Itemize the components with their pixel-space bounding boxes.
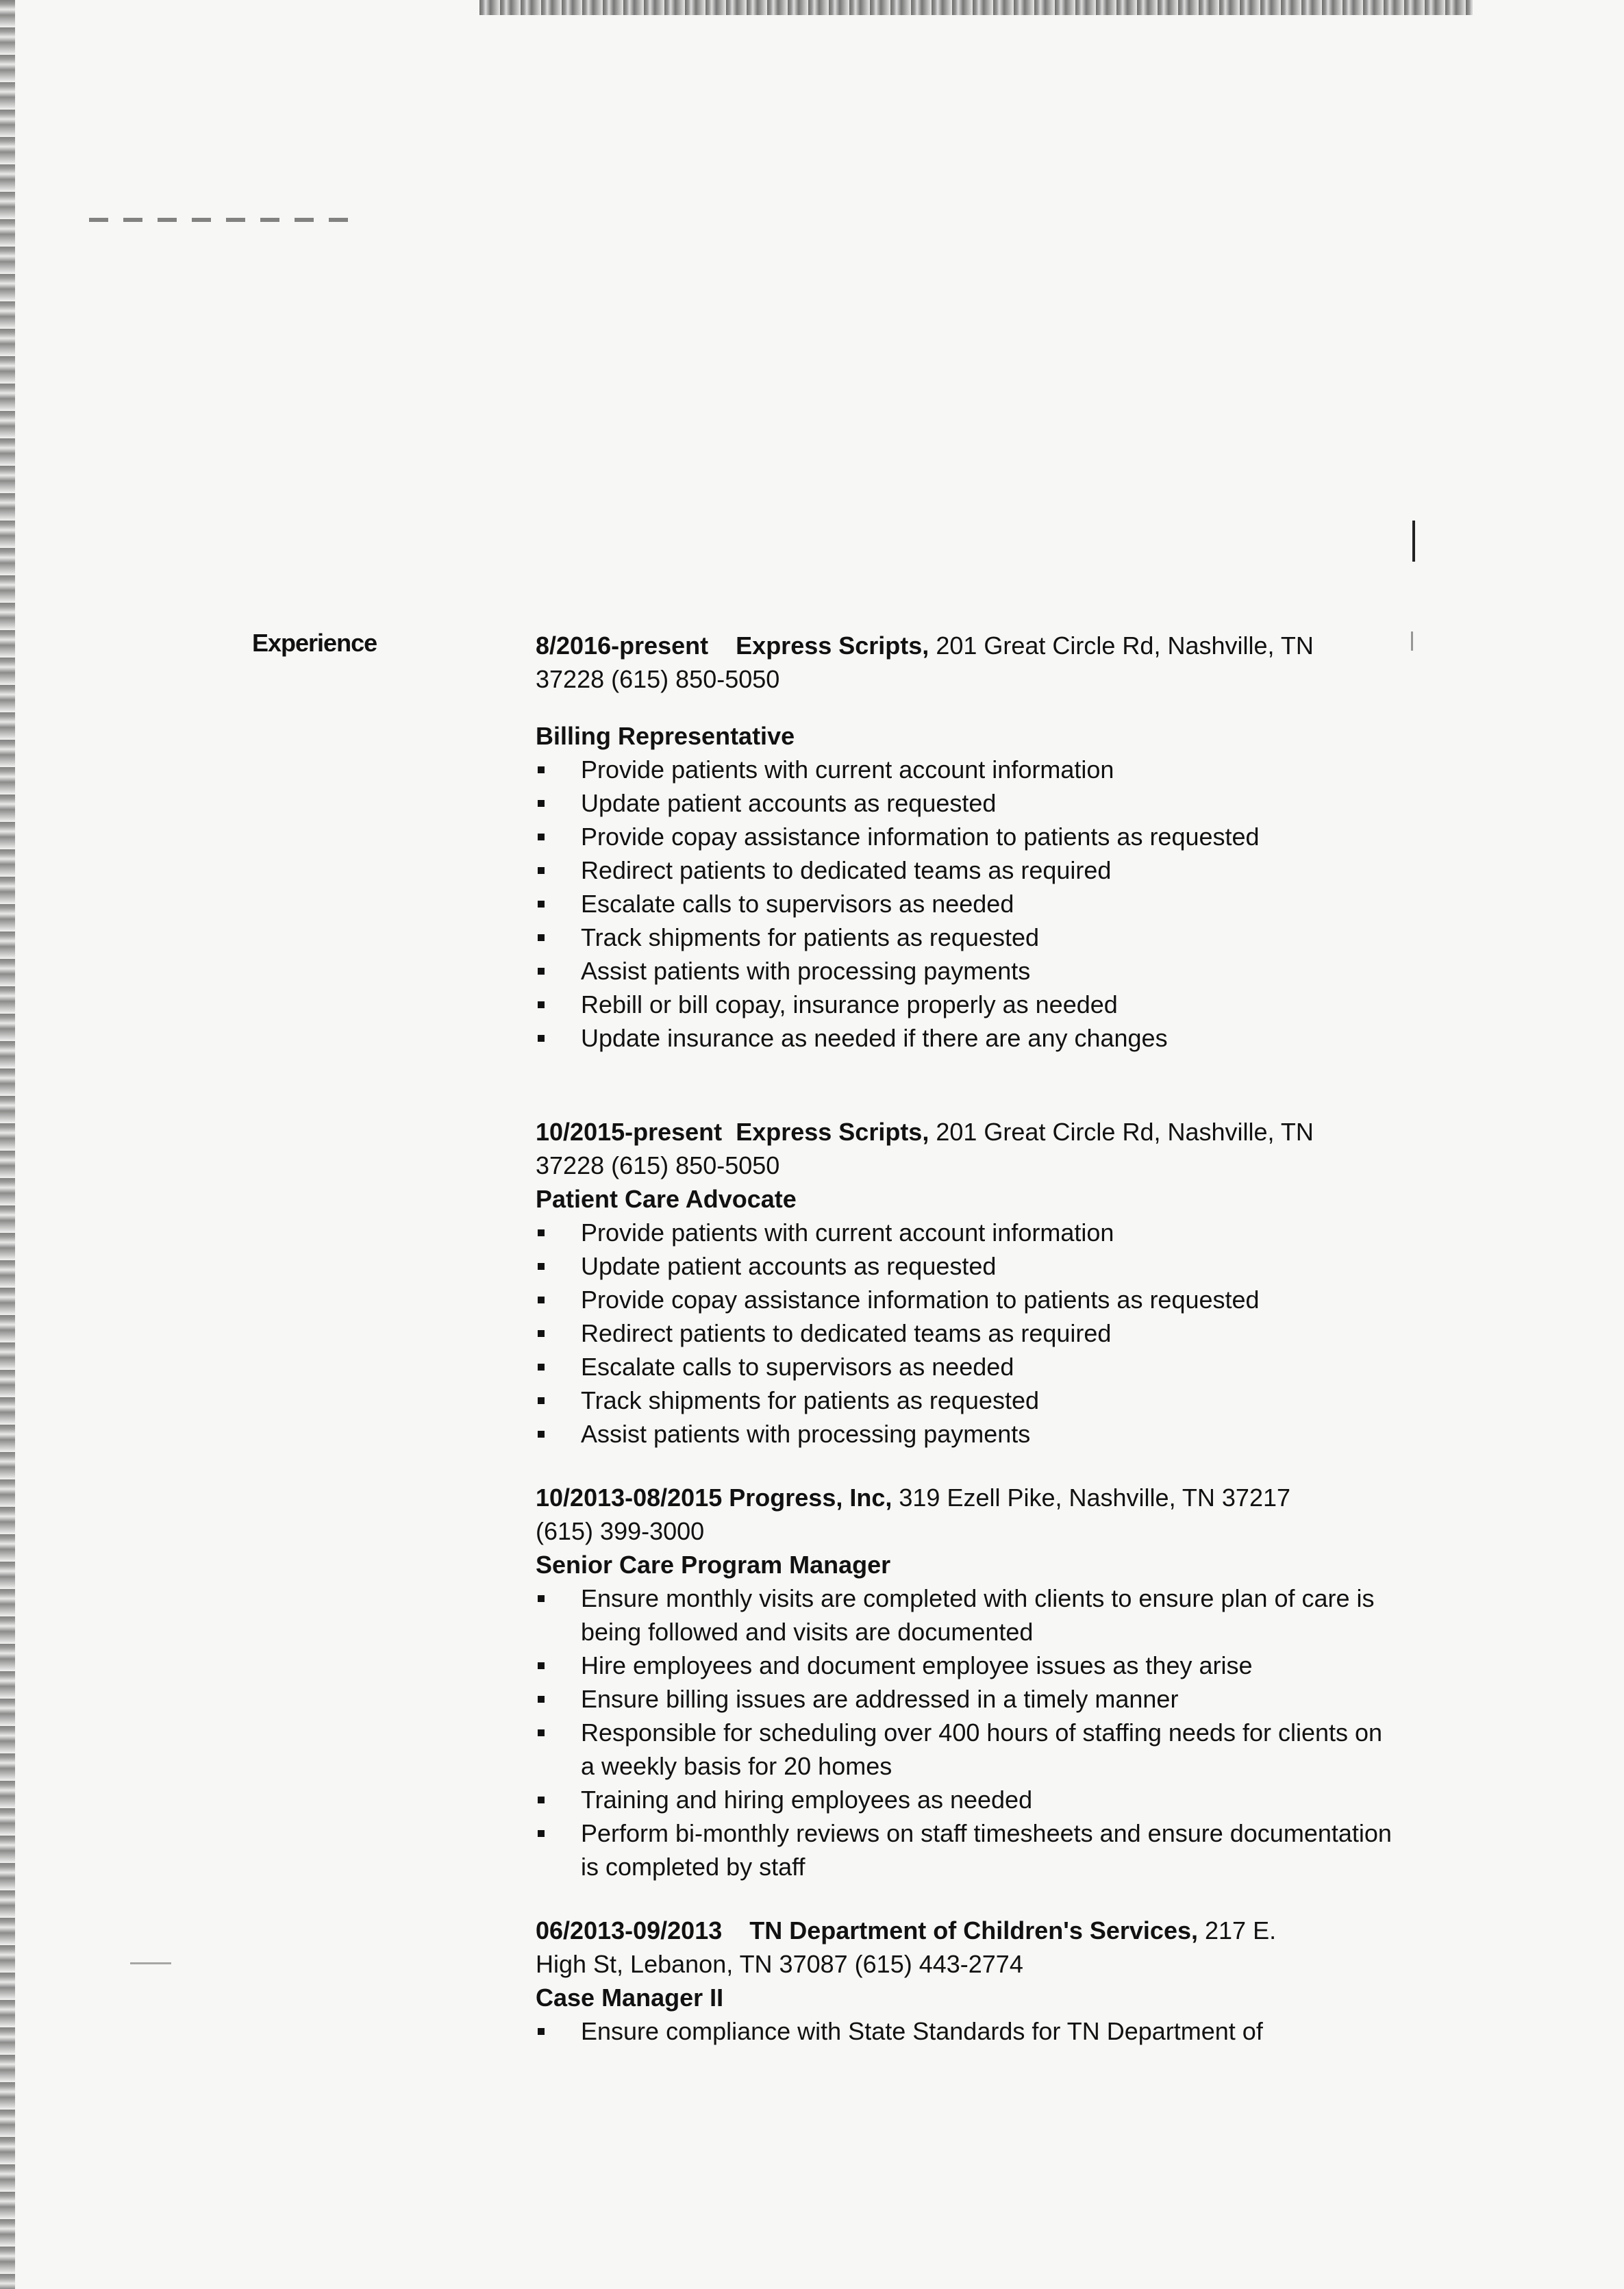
duty-item: Update patient accounts as requested — [536, 786, 1399, 820]
duty-item: Hire employees and document employee issues as they arise — [536, 1649, 1399, 1682]
duty-item: Update insurance as needed if there are any changes — [536, 1021, 1399, 1055]
job-entry — [536, 629, 1399, 1055]
job-title: Senior Care Program Manager — [536, 1551, 891, 1579]
duty-item: Provide patients with current account information — [536, 753, 1399, 786]
duty-item: Rebill or bill copay, insurance properly as needed — [536, 988, 1399, 1021]
job-dates: 06/2013-09/2013 — [536, 1916, 723, 1944]
duty-item: Provide patients with current account information — [536, 1216, 1399, 1249]
job-address-line2: 37228 (615) 850-5050 — [536, 665, 780, 693]
duty-item: Perform bi-monthly reviews on staff timesheets and ensure documentation is completed by staff — [536, 1816, 1399, 1884]
duty-item: Ensure compliance with State Standards for TN Department of — [536, 2014, 1399, 2048]
duty-item: Redirect patients to dedicated teams as required — [536, 853, 1399, 887]
job-dates: 10/2013-08/2015 — [536, 1484, 723, 1512]
job-address: 217 E. — [1198, 1916, 1277, 1944]
job-address-line2: (615) 399-3000 — [536, 1517, 705, 1545]
job-address: 201 Great Circle Rd, Nashville, TN — [929, 1118, 1314, 1146]
job-employer: TN Department of Children's Services, — [749, 1916, 1198, 1944]
duty-item: Track shipments for patients as requested — [536, 921, 1399, 954]
duty-item: Ensure monthly visits are completed with clients to ensure plan of care is being followed and visits are documented — [536, 1581, 1399, 1649]
duty-item: Escalate calls to supervisors as needed — [536, 887, 1399, 921]
job-employer: Express Scripts, — [736, 1118, 929, 1146]
duty-list — [536, 2014, 1399, 2048]
duty-item: Redirect patients to dedicated teams as required — [536, 1316, 1399, 1350]
job-title: Billing Representative — [536, 722, 795, 750]
job-address: 319 Ezell Pike, Nashville, TN 37217 — [892, 1484, 1291, 1512]
duty-item: Escalate calls to supervisors as needed — [536, 1350, 1399, 1384]
duty-item: Assist patients with processing payments — [536, 1417, 1399, 1451]
scan-top-edge — [479, 0, 1473, 15]
job-employer: Progress, Inc, — [729, 1484, 892, 1512]
job-address: 201 Great Circle Rd, Nashville, TN — [929, 631, 1314, 660]
job-employer: Express Scripts, — [736, 631, 929, 660]
experience-content — [536, 629, 1399, 2048]
scan-artifact-mark — [1411, 631, 1413, 651]
job-title: Case Manager II — [536, 1984, 724, 2012]
job-title: Patient Care Advocate — [536, 1185, 797, 1213]
job-entry — [536, 1115, 1399, 1451]
scan-artifact-mark — [1412, 521, 1415, 562]
scan-artifact-dash — [89, 218, 349, 222]
duty-list — [536, 753, 1399, 1055]
duty-item: Track shipments for patients as requested — [536, 1384, 1399, 1417]
job-dates: 10/2015-present — [536, 1118, 723, 1146]
job-header — [536, 1481, 1399, 1514]
job-header — [536, 629, 1399, 662]
duty-item: Responsible for scheduling over 400 hours of staffing needs for clients on a weekly basis for 20 homes — [536, 1716, 1399, 1783]
duty-item: Assist patients with processing payments — [536, 954, 1399, 988]
section-heading-experience: Experience — [252, 629, 377, 657]
job-entry — [536, 1914, 1399, 2048]
duty-list — [536, 1581, 1399, 1884]
duty-list — [536, 1216, 1399, 1451]
duty-item: Ensure billing issues are addressed in a timely manner — [536, 1682, 1399, 1716]
scan-artifact-tick — [130, 1962, 171, 1964]
job-dates: 8/2016-present — [536, 631, 709, 660]
job-address-line2: High St, Lebanon, TN 37087 (615) 443-2774 — [536, 1950, 1023, 1978]
duty-item: Provide copay assistance information to patients as requested — [536, 1283, 1399, 1316]
scan-left-edge — [0, 0, 15, 2289]
job-address-line2: 37228 (615) 850-5050 — [536, 1151, 780, 1179]
duty-item: Provide copay assistance information to patients as requested — [536, 820, 1399, 853]
job-entry — [536, 1481, 1399, 1884]
duty-item: Update patient accounts as requested — [536, 1249, 1399, 1283]
duty-item: Training and hiring employees as needed — [536, 1783, 1399, 1816]
job-header — [536, 1914, 1399, 1947]
job-header — [536, 1115, 1399, 1149]
